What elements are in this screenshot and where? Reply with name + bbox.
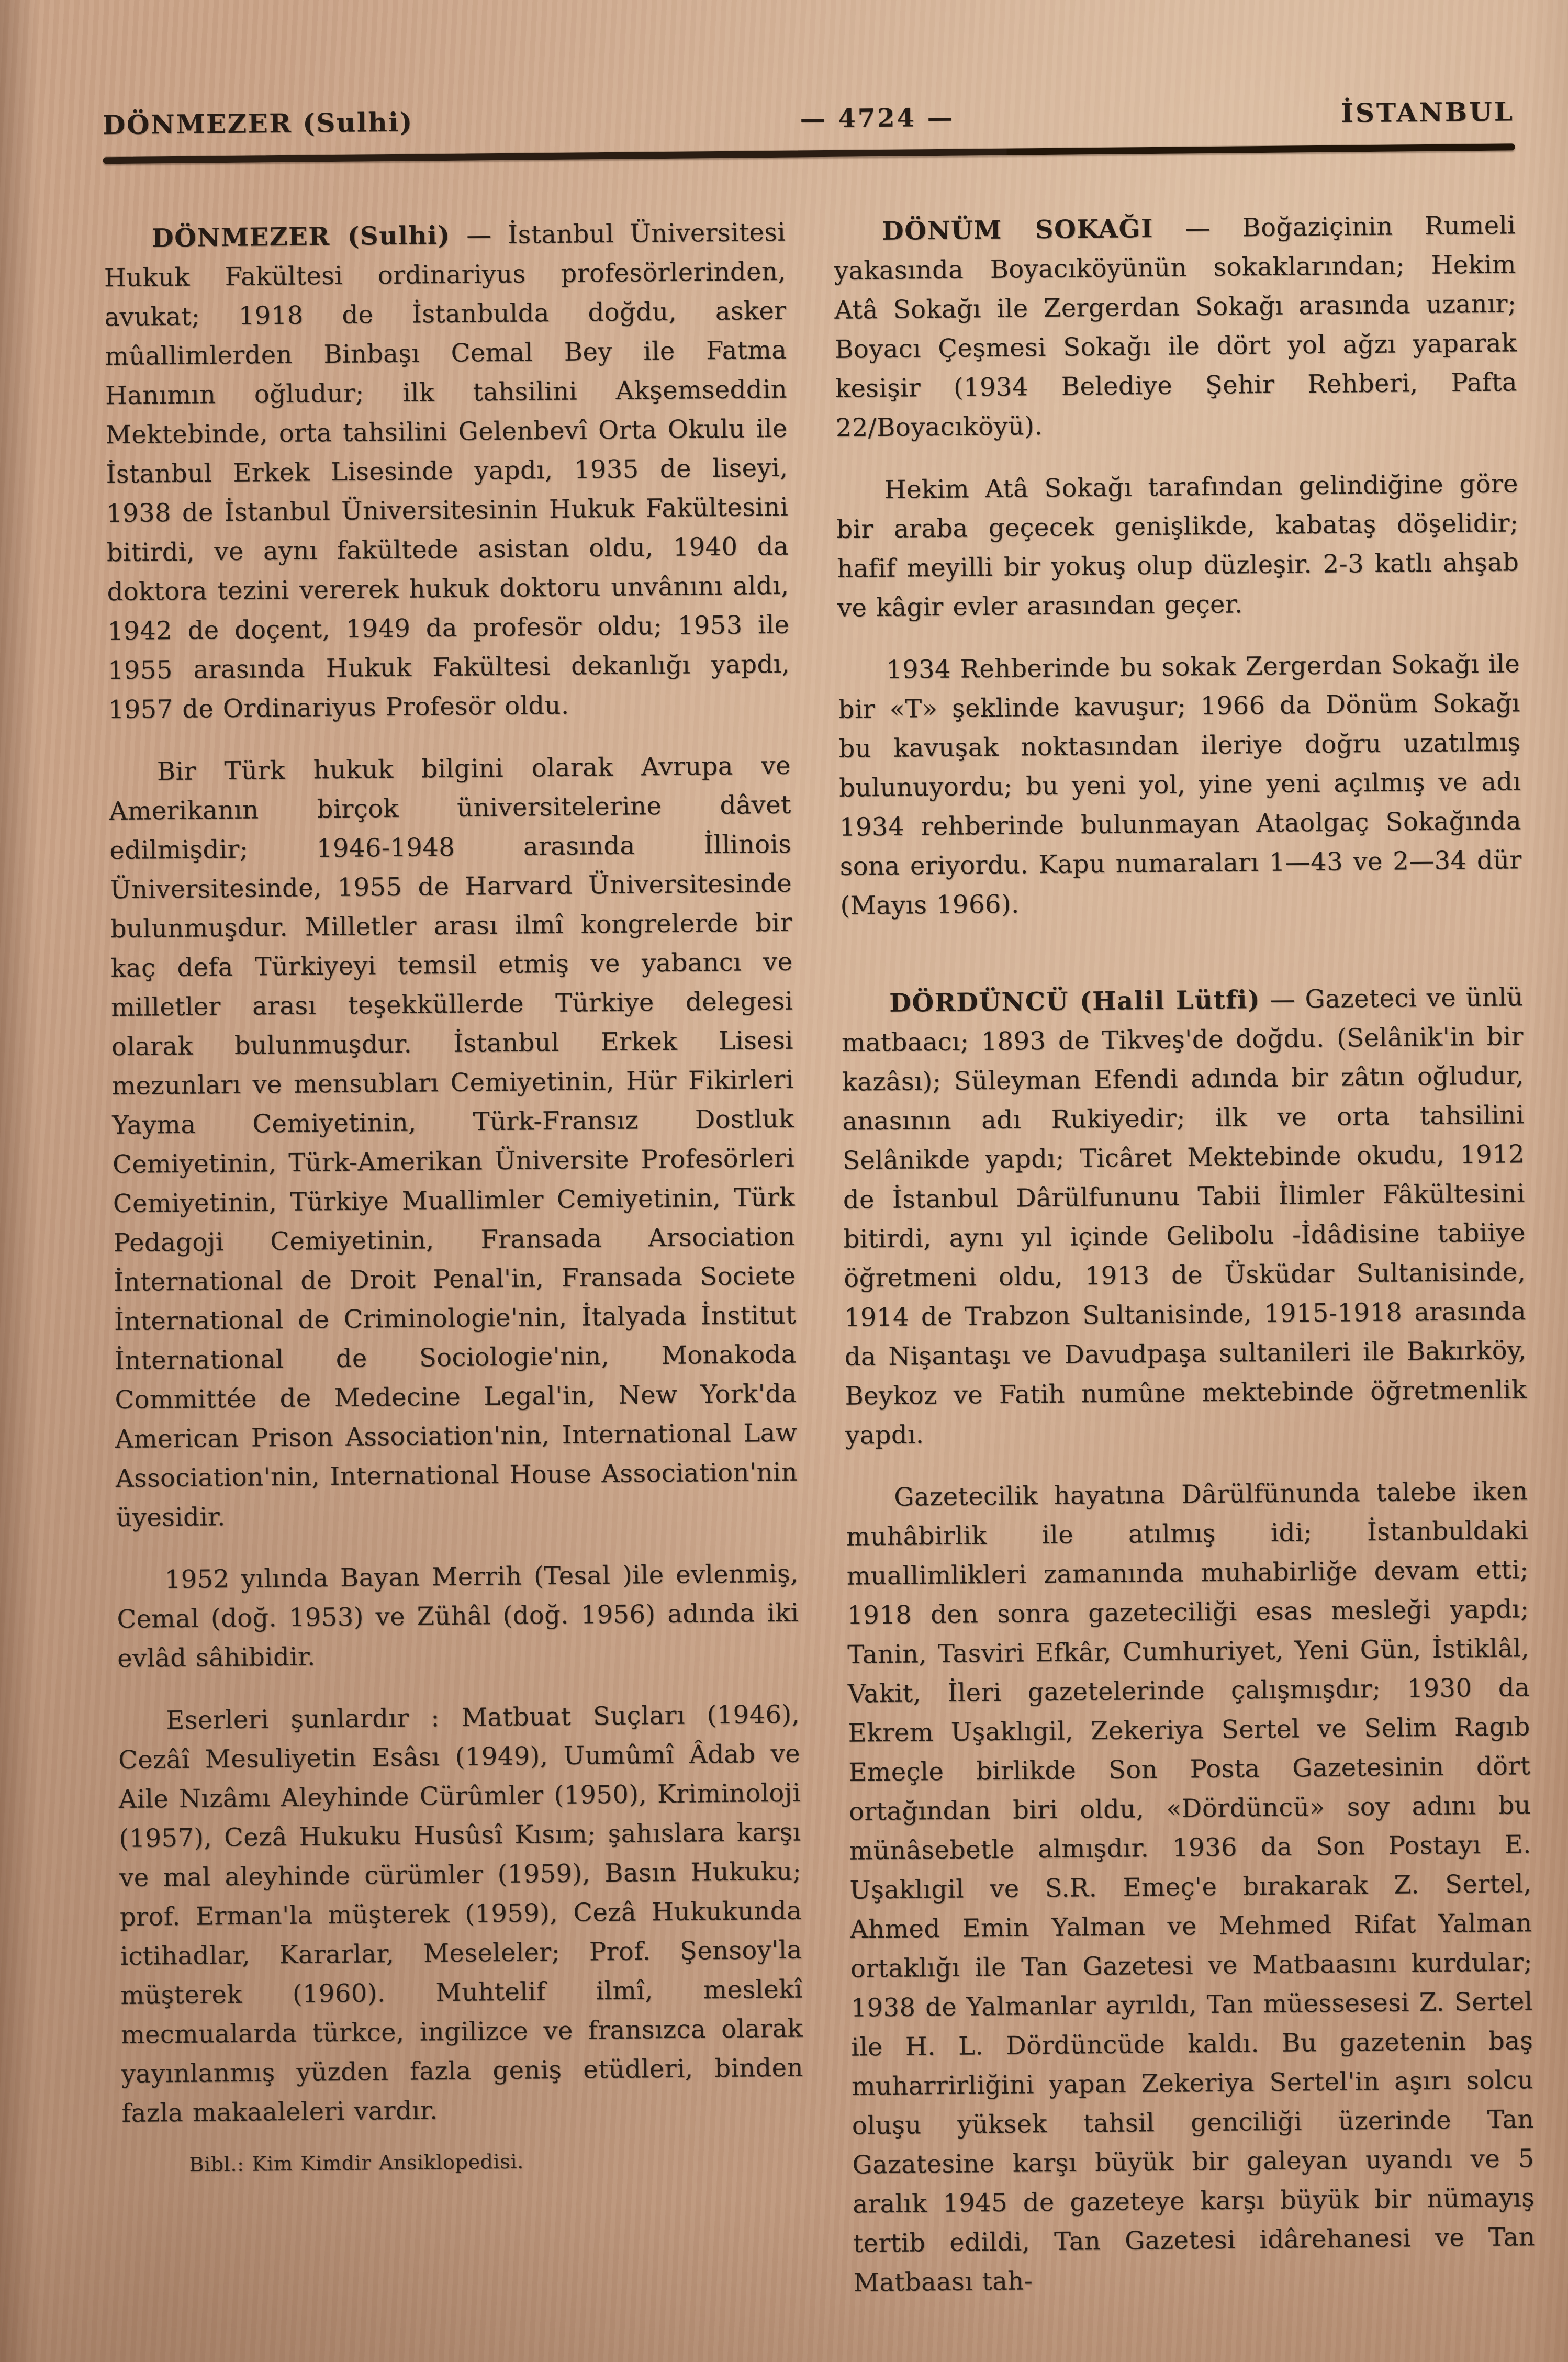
running-head-right: İSTANBUL [1341,96,1515,129]
entry-headword: DÖRDÜNCÜ (Halil Lütfi) [889,985,1261,1018]
entry-paragraph [834,206,1518,447]
entry-paragraph: Bir Türk hukuk bilgini olarak Avrupa ve Amerikanın birçok üniversitelerine dâvet edilmişdir; 1946-1948 arasında İllinois Üniversitesinde, 1955 de Harvard Üniversitesinde bulunmuşdur. Milletler arası ilmî kongrelerde bir kaç defa Türkiyeyi temsil etmiş ve yabancı ve milletler arası teşekküllerde Türkiye delegesi olarak bulunmuşdur. İstanbul Erkek Lisesi mezunları ve mensubları Cemiyetinin, Hür Fikirleri Yayma Cemiyetinin, Türk-Fransız Dostluk Cemiyetinin, Türk-Amerikan Üniversite Profesörleri Cemiyetinin, Türkiye Muallimler Cemiyetinin, Türk Pedagoji Cemiyetinin, Fransada Arsociation İnternational de Droit Penal'in, Fransada Societe İnternational de Criminologie'nin, İtalyada İnstitut İnternational de Sociologie'nin, Monakoda Committée de Medecine Legal'in, New York'da American Prison Association'nin, International Law Association'nin, International House Association'nin üyesidir. [109,751,798,1533]
entry-paragraph: Eserleri şunlardır : Matbuat Suçları (1946), Cezâî Mesuliyetin Esâsı (1949), Uumûmî Âdab ve Aile Nızâmı Aleyhinde Cürûmler (1950), Kriminoloji (1957), Cezâ Hukuku Husûsî Kısım; şahıslara karşı ve mal aleyhinde cürümler (1959), Basın Hukuku; prof. Erman'la müşterek (1959), Cezâ Hukukunda ictihadlar, Kararlar, Meseleler; Prof. Şensoy'la müşterek (1960). Muhtelif ilmî, meslekî mecmualarda türkce, ingilizce ve fransızca olarak yayınlanmış yüzden fazla geniş etüdleri, binden fazla makaaleleri vardır. [118,1699,804,2129]
right-column [834,206,1536,2302]
left-column [104,213,805,2310]
page-number: — 4724 — [800,103,955,134]
paragraph-text: — Gazeteci ve ünlü matbaacı; 1893 de Tikveş'de doğdu. (Selânik'in bir kazâsı); Süleyman Efendi adında bir zâtın oğludur, anasının adı Rukiyedir; ilk ve orta tahsilini Selânikde yapdı; Ticâret Mektebinde okudu, 1912 de İstanbul Dârülfununu Tabii İlimler Fâkültesini bitirdi, aynı yıl içinde Gelibolu -İdâdisine tabiiye öğretmeni oldu, 1913 de Üsküdar Sultanisinde, 1914 de Trabzon Sultanisinde, 1915-1918 arasında da Nişantaşı ve Davudpaşa sultanileri ile Bakırköy, Beykoz ve Fatih numûne mektebinde öğretmenlik yapdı. [841,982,1527,1450]
entry-headword: DÖNMEZER (Sulhi) [151,220,451,253]
entry-donum-sokagi [834,206,1522,925]
entry-headword: DÖNÜM SOKAĞI [881,214,1154,246]
entry-paragraph: 1934 Rehberinde bu sokak Zergerdan Sokağı ile bir «T» şeklinde kavuşur; 1966 da Dönüm Sokağı bu kavuşak noktasından ileriye doğru uzatılmış bulunuyordu; bu yeni yol, yine yeni açılmış ve adı 1934 rehberinde bulunmayan Ataolgaç Sokağında sona eriyordu. Kapu numaraları 1—43 ve 2—34 dür (Mayıs 1966). [838,649,1522,921]
bibliography-line: Bibl.: Kim Kimdir Ansiklopedisi. [189,2150,524,2176]
entry-dorduncu-halil-lutfi [841,978,1536,2302]
entry-paragraph: Gazetecilik hayatına Dârülfünunda talebe iken muhâbirlik ile atılmış idi; İstanbuldaki muallimlikleri zamanında muhabirliğe devam etti; 1918 den sonra gazeteciliği esas mesleği yapdı; Tanin, Tasviri Efkâr, Cumhuriyet, Yeni Gün, İstiklâl, Vakit, İleri gazetelerinde çalışmışdır; 1930 da Ekrem Uşaklıgil, Zekeriya Sertel ve Selim Ragıb Emeçle birlikde Son Posta Gazetesinin dört ortağından biri oldu, «Dördüncü» soy adını bu münâsebetle almışdır. 1936 da Son Postayı E. Uşaklıgil ve S.R. Emeç'e bırakarak Z. Sertel, Ahmed Emin Yalman ve Mehmed Rifat Yalman ortaklığı ile Tan Gazetesi ve Matbaasını kurdular; 1938 de Yalmanlar ayrıldı, Tan müessesesi Z. Sertel ile H. L. Dördüncüde kaldı. Bu gazetenin baş muharrirliğini yapan Zekeriya Sertel'in aşırı solcu oluşu yüksek tahsil genciliği üzerinde Tan Gazatesine karşı büyük bir galeyan uyandı ve 5 aralık 1945 de gazeteye karşı büyük bir nümayış tertib edildi, Tan Gazetesi idârehanesi ve Tan Matbaası tah- [846,1476,1536,2298]
text-columns [104,206,1536,2310]
running-head-left: DÖNMEZER (Sulhi) [102,106,414,141]
paragraph-text: — Boğaziçinin Rumeli yakasında Boyacıköyünün sokaklarından; Hekim Atâ Sokağı ile Zergerdan Sokağı arasında uzanır; Boyacı Çeşmesi Sokağı ile dört yol ağzı yaparak kesişir (1934 Belediye Şehir Rehberi, Pafta 22/Boyacıköyü). [834,210,1518,443]
entry-paragraph: 1952 yılında Bayan Merrih (Tesal )ile evlenmiş, Cemal (doğ. 1953) ve Zühâl (doğ. 1956) adında iki evlâd sâhibidir. [117,1559,799,1674]
running-head [103,96,1515,140]
entry-donmezer-sulhi [104,213,804,2178]
entry-paragraph [841,978,1528,1455]
paragraph-text: — İstanbul Üniversitesi Hukuk Fakültesi ordinariyus profesörlerinden, avukat; 1918 de İstanbulda doğdu, asker mûallimlerden Binbaşı Cemal Bey ile Fatma Hanımın oğludur; ilk tahsilini Akşemseddin Mektebinde, orta tahsilini Gelenbevî Orta Okulu ile İstanbul Erkek Lisesinde yapdı, 1935 de liseyi, 1938 de İstanbul Üniversitesinin Hukuk Fakültesini bitirdi, ve aynı fakültede asistan oldu, 1940 da doktora tezini vererek hukuk doktoru unvânını aldı, 1942 de doçent, 1949 da profesör oldu; 1953 ile 1955 arasında Hukuk Fakültesi dekanlığı yapdı, 1957 de Ordinariyus Profesör oldu. [104,217,790,725]
header-rule [103,143,1515,164]
entry-paragraph [104,213,790,730]
entry-paragraph: Hekim Atâ Sokağı tarafından gelindiğine göre bir araba geçecek genişlikde, kabataş döşelidir; hafif meyilli bir yokuş olup düzleşir. 2-3 katlı ahşab ve kâgir evler arasından geçer. [836,469,1519,623]
